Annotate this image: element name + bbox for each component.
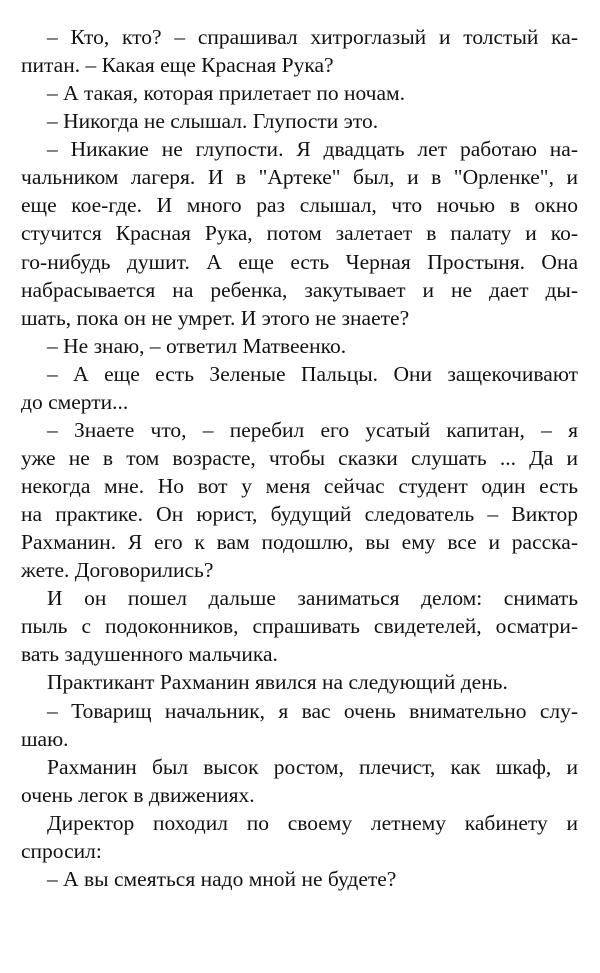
text-line: на практике. Он юрист, будущий следователь – Виктор — [21, 502, 578, 527]
text-line: – Знаете что, – перебил его усатый капитан, – я — [47, 417, 578, 442]
text-line: – Товарищ начальник, я вас очень внимательно слу- — [47, 698, 578, 723]
paragraph — [21, 332, 578, 360]
text-line: набрасывается на ребенка, закутывает и не дает ды- — [21, 277, 578, 302]
text-line: питан. – Какая еще Красная Рука? — [21, 53, 334, 78]
text-line: Практикант Рахманин явился на следующий день. — [47, 670, 508, 695]
text-line: стучится Красная Рука, потом залетает в палату и ко- — [21, 221, 578, 246]
paragraph — [21, 23, 578, 79]
paragraph — [21, 79, 578, 107]
paragraph — [21, 584, 578, 668]
paragraph — [21, 865, 578, 893]
text-line: – Никакие не глупости. Я двадцать лет работаю на- — [47, 137, 578, 162]
paragraph — [21, 668, 578, 696]
paragraph — [21, 416, 578, 584]
text-line: Рахманин был высок ростом, плечист, как шкаф, и — [47, 754, 578, 779]
text-line: жете. Договорились? — [21, 558, 214, 583]
text-line: Рахманин. Я его к вам подошлю, вы ему все и расска- — [21, 530, 578, 555]
text-line: чальником лагеря. И в "Артеке" был, и в "Орленке", и — [21, 165, 578, 190]
text-line: вать задушенного мальчика. — [21, 642, 278, 667]
paragraph — [21, 753, 578, 809]
paragraph — [21, 697, 578, 753]
text-line: уже не в том возрасте, чтобы сказки слушать ... Да и — [21, 445, 578, 470]
text-line: Директор походил по своему летнему кабинету и — [47, 810, 578, 835]
text-line: – А еще есть Зеленые Пальцы. Они защекочивают — [47, 361, 578, 386]
text-line: – Не знаю, – ответил Матвеенко. — [47, 333, 347, 358]
text-line: – Кто, кто? – спрашивал хитроглазый и толстый ка- — [47, 25, 578, 49]
text-line: го-нибудь душит. А еще есть Черная Простыня. Она — [21, 249, 578, 274]
text-line: – А такая, которая прилетает по ночам. — [47, 81, 405, 106]
paragraph — [21, 107, 578, 135]
text-line: И он пошел дальше заниматься делом: снимать — [47, 586, 578, 611]
text-line: до смерти... — [21, 389, 129, 414]
text-line: шать, пока он не умрет. И этого не знаете? — [21, 305, 410, 330]
text-line: еще кое-где. И много раз слышал, что ночью в окно — [21, 193, 578, 218]
text-line: пыль с подоконников, спрашивать свидетелей, осматри- — [21, 614, 578, 639]
paragraph — [21, 809, 578, 865]
text-line: – Никогда не слышал. Глупости это. — [47, 109, 379, 134]
book-page-text — [21, 23, 578, 893]
paragraph — [21, 360, 578, 416]
text-line: – А вы смеяться надо мной не будете? — [47, 866, 397, 891]
text-line: спросил: — [21, 838, 102, 863]
text-line: очень легок в движениях. — [21, 782, 255, 807]
paragraph — [21, 135, 578, 331]
text-line: шаю. — [21, 726, 69, 751]
text-line: некогда мне. Но вот у меня сейчас студент один есть — [21, 474, 578, 498]
